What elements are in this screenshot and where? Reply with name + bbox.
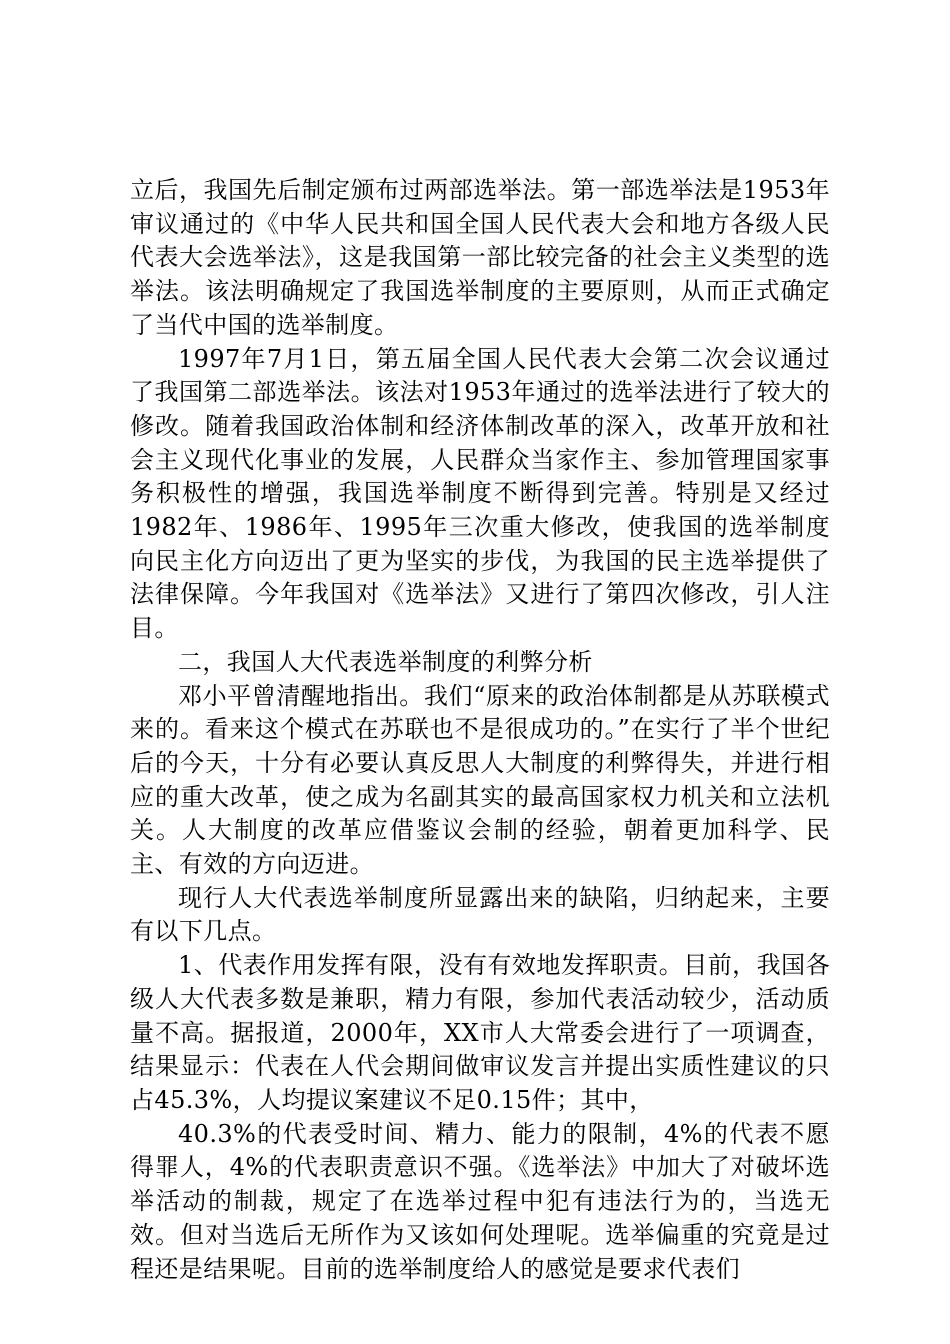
section-heading: 二，我国人大代表选举制度的利弊分析 — [178, 647, 593, 676]
document-page — [130, 174, 830, 1286]
paragraph-second-election-law: 1997年7月1日，第五届全国人民代表大会第二次会议通过了我国第二部选举法。该法对1953年通过的选举法进行了较大的修改。随着我国政治体制和经济体制改革的深入，改革开放和社会主义现代化事业的发展，人民群众当家作主、参加管理国家事务积极性的增强，我国选举制度不断得到完善。特别是又经过1982年、1986年、1995年三次重大修改，使我国的选举制度向民主化方向迈出了更为坚实的步伐，为我国的民主选举提供了法律保障。今年我国对《选举法》又进行了第四次修改，引人注目。 — [130, 344, 830, 643]
paragraph-deng-quote: 邓小平曾清醒地指出。我们“原来的政治体制都是从苏联模式来的。看来这个模式在苏联也不是很成功的。”在实行了半个世纪后的今天，十分有必要认真反思人大制度的利弊得失，并进行相应的重大改革，使之成为名副其实的最高国家权力机关和立法机关。人大制度的改革应借鉴议会制的经验，朝着更加科学、民主、有效的方向迈进。 — [130, 681, 830, 879]
paragraph-point-1-continued: 40.3%的代表受时间、精力、能力的限制，4%的代表不愿得罪人，4%的代表职责意识不强。《选举法》中加大了对破坏选举活动的制裁，规定了在选举过程中犯有违法行为的，当选无效。但对当选后无所作为又该如何处理呢。选举偏重的究竟是过程还是结果呢。目前的选举制度给人的感觉是要求代表们 — [130, 1119, 830, 1283]
paragraph-defects-intro: 现行人大代表选举制度所显露出来的缺陷，归纳起来，主要有以下几点。 — [130, 883, 830, 946]
paragraph-point-1: 1、代表作用发挥有限，没有有效地发挥职责。目前，我国各级人大代表多数是兼职，精力有限，参加代表活动较少，活动质量不高。据报道，2000年，XX市人大常委会进行了一项调查，结果显示：代表在人代会期间做审议发言并提出实质性建议的只占45.3%，人均提议案建议不足0.15件；其中， — [130, 951, 830, 1114]
paragraph-continuation: 立后，我国先后制定颁布过两部选举法。第一部选举法是1953年审议通过的《中华人民共和国全国人民代表大会和地方各级人民代表大会选举法》，这是我国第一部比较完备的社会主义类型的选举法。该法明确规定了我国选举制度的主要原则，从而正式确定了当代中国的选举制度。 — [130, 176, 830, 339]
